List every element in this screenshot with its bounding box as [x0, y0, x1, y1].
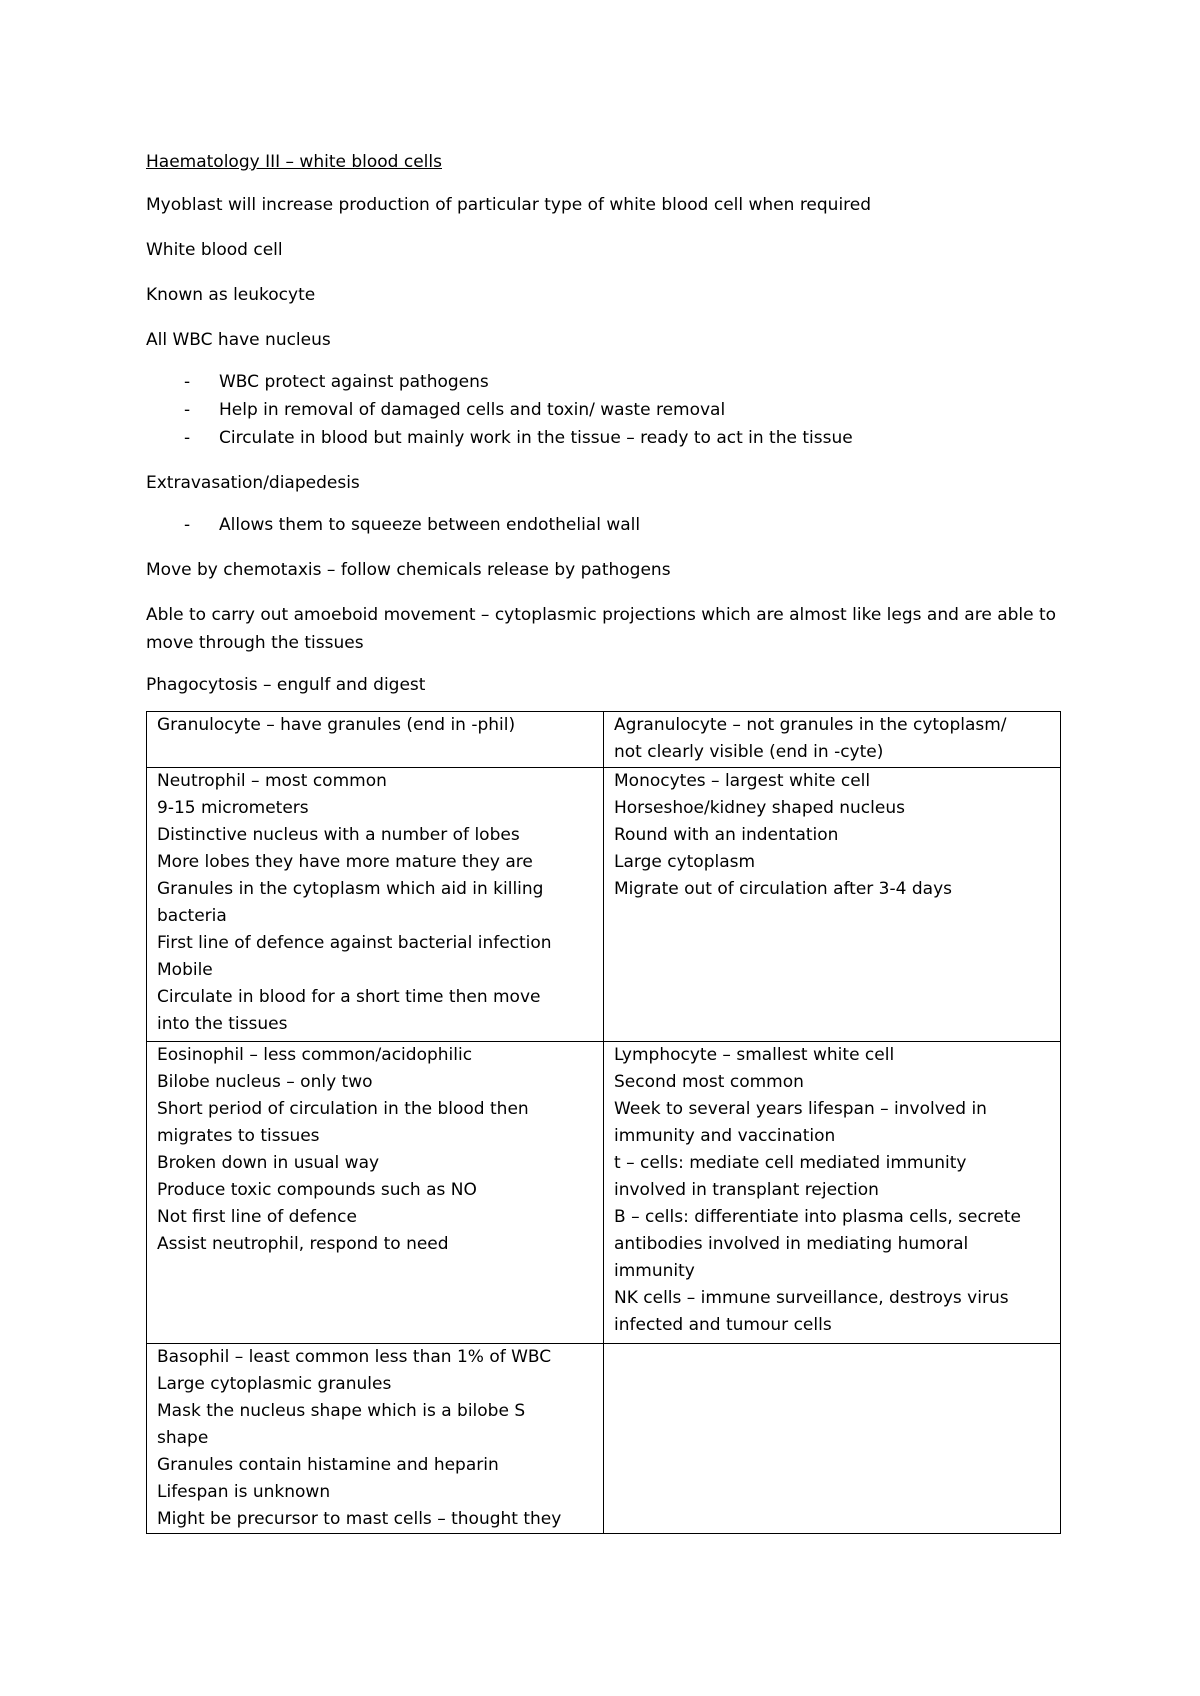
- cell-line: Horseshoe/kidney shaped nucleus: [614, 798, 905, 818]
- cell-line: More lobes they have more mature they are: [157, 852, 533, 872]
- list-item: [146, 368, 1060, 396]
- cell-line: Agranulocyte – not granules in the cytoplasm/: [614, 715, 1007, 735]
- cell-line: Granules in the cytoplasm which aid in killing: [157, 879, 544, 899]
- cell-line: Monocytes – largest white cell: [614, 771, 871, 791]
- cell-line: Large cytoplasmic granules: [157, 1374, 392, 1394]
- cell-line: Lymphocyte – smallest white cell: [614, 1045, 895, 1065]
- list-item-text: Allows them to squeeze between endothelial wall: [219, 515, 641, 535]
- table-header-row: [147, 712, 1061, 768]
- list-item: [146, 396, 1060, 424]
- table-cell-agranulocyte-header: [604, 712, 1061, 768]
- paragraph-amoeboid: Able to carry out amoeboid movement – cytoplasmic projections which are almost like legs and are able to move through the tissues: [146, 605, 1057, 653]
- cell-line: Bilobe nucleus – only two: [157, 1072, 373, 1092]
- cell-line: into the tissues: [157, 1014, 288, 1034]
- bullet-marker: -: [184, 515, 191, 535]
- cell-line: Mask the nucleus shape which is a bilobe S: [157, 1401, 526, 1421]
- list-item: [146, 424, 1060, 452]
- paragraph-leukocyte: Known as leukocyte: [146, 285, 316, 305]
- cell-line: Week to several years lifespan – involved in: [614, 1099, 987, 1119]
- table-cell-neutrophil: [147, 768, 604, 1042]
- cell-line: Broken down in usual way: [157, 1153, 380, 1173]
- table-row: [147, 1344, 1061, 1534]
- table-cell-monocytes: [604, 768, 1061, 1042]
- cell-line: B – cells: differentiate into plasma cells, secrete: [614, 1207, 1021, 1227]
- cell-line: antibodies involved in mediating humoral: [614, 1234, 969, 1254]
- cell-line: Distinctive nucleus with a number of lobes: [157, 825, 520, 845]
- cell-line: infected and tumour cells: [614, 1315, 832, 1335]
- cell-line: Mobile: [157, 960, 213, 980]
- paragraph-chemotaxis: Move by chemotaxis – follow chemicals release by pathogens: [146, 560, 671, 580]
- table-cell-lymphocyte: [604, 1042, 1061, 1344]
- cell-line: involved in transplant rejection: [614, 1180, 879, 1200]
- cell-line: Second most common: [614, 1072, 804, 1092]
- table-cell-eosinophil: [147, 1042, 604, 1344]
- cell-line: First line of defence against bacterial infection: [157, 933, 552, 953]
- cell-line: immunity and vaccination: [614, 1126, 836, 1146]
- bullet-list-extravasation: [146, 511, 1060, 539]
- cell-line: Short period of circulation in the blood then: [157, 1099, 529, 1119]
- cell-line: Migrate out of circulation after 3-4 days: [614, 879, 952, 899]
- table-row: [147, 768, 1061, 1042]
- cell-line: Round with an indentation: [614, 825, 839, 845]
- cell-line: Basophil – least common less than 1% of WBC: [157, 1347, 552, 1367]
- cell-line: Lifespan is unknown: [157, 1482, 331, 1502]
- list-item-text: Help in removal of damaged cells and toxin/ waste removal: [219, 400, 726, 420]
- bullet-marker: -: [184, 400, 191, 420]
- paragraph-phagocytosis: Phagocytosis – engulf and digest: [146, 675, 426, 695]
- paragraph-extravasation: Extravasation/diapedesis: [146, 473, 360, 493]
- cell-line: NK cells – immune surveillance, destroys virus: [614, 1288, 1009, 1308]
- paragraph-nucleus: All WBC have nucleus: [146, 330, 331, 350]
- cell-line: immunity: [614, 1261, 695, 1281]
- table-cell-empty: [604, 1344, 1061, 1534]
- bullet-marker: -: [184, 372, 191, 392]
- table-cell-basophil: [147, 1344, 604, 1534]
- table-cell-granulocyte-header: [147, 712, 604, 768]
- document-body: [146, 148, 1060, 1534]
- paragraph-white-blood-cell: White blood cell: [146, 240, 283, 260]
- list-item-text: WBC protect against pathogens: [219, 372, 489, 392]
- wbc-classification-table: [146, 711, 1061, 1534]
- cell-line: Eosinophil – less common/acidophilic: [157, 1045, 473, 1065]
- cell-line: not clearly visible (end in -cyte): [614, 742, 884, 762]
- cell-line: Might be precursor to mast cells – thought they: [157, 1509, 562, 1529]
- cell-line: Large cytoplasm: [614, 852, 756, 872]
- cell-line: bacteria: [157, 906, 227, 926]
- cell-line: t – cells: mediate cell mediated immunity: [614, 1153, 967, 1173]
- cell-line: Granules contain histamine and heparin: [157, 1455, 499, 1475]
- cell-line: Not first line of defence: [157, 1207, 357, 1227]
- list-item: [146, 511, 1060, 539]
- cell-line: Neutrophil – most common: [157, 771, 387, 791]
- table-row: [147, 1042, 1061, 1344]
- cell-line: shape: [157, 1428, 209, 1448]
- cell-line: Granulocyte – have granules (end in -phil): [157, 715, 516, 735]
- cell-line: migrates to tissues: [157, 1126, 320, 1146]
- cell-line: 9-15 micrometers: [157, 798, 309, 818]
- bullet-list-wbc-functions: [146, 368, 1060, 452]
- cell-line: Circulate in blood for a short time then move: [157, 987, 541, 1007]
- document-title: Haematology III – white blood cells: [146, 152, 442, 172]
- paragraph-myoblast: Myoblast will increase production of particular type of white blood cell when required: [146, 195, 872, 215]
- bullet-marker: -: [184, 428, 191, 448]
- list-item-text: Circulate in blood but mainly work in the tissue – ready to act in the tissue: [219, 428, 853, 448]
- cell-line: Assist neutrophil, respond to need: [157, 1234, 449, 1254]
- cell-line: Produce toxic compounds such as NO: [157, 1180, 477, 1200]
